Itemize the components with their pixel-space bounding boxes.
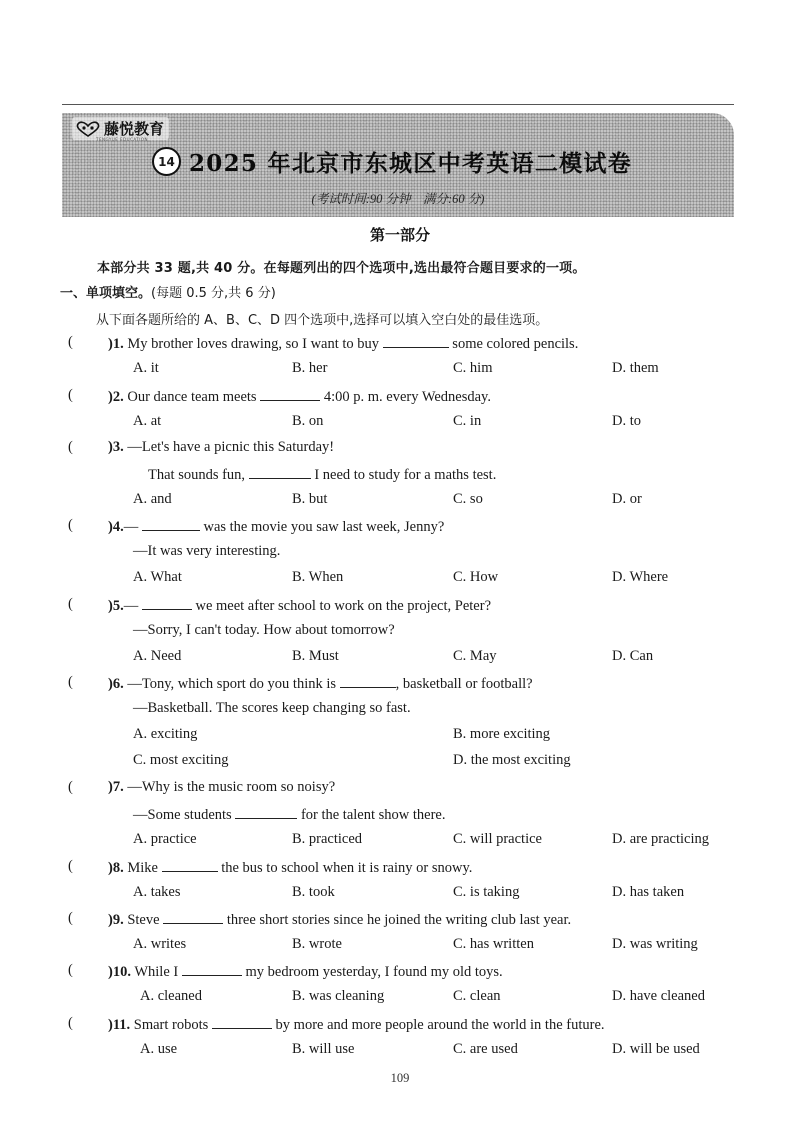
- answer-blank: [249, 465, 311, 479]
- answer-blank: [340, 674, 396, 688]
- option-b[interactable]: B. her: [292, 360, 328, 376]
- top-rule: [62, 104, 734, 105]
- part-title: 第一部分: [369, 226, 430, 244]
- answer-blank: [163, 910, 223, 924]
- question-number: )1.: [108, 336, 124, 352]
- option-c[interactable]: C. clean: [453, 988, 501, 1004]
- question-5: )5.— we meet after school to work on the project, Peter?: [108, 598, 491, 614]
- option-a[interactable]: A. use: [140, 1041, 178, 1057]
- section-scoring: (每题 0.5 分,共 6 分): [151, 286, 276, 301]
- answer-blank: [142, 517, 200, 531]
- option-b[interactable]: B. but: [292, 491, 328, 507]
- question-7: )7. —Why is the music room so noisy?: [108, 779, 336, 795]
- question-number: )3.: [108, 439, 124, 455]
- option-d[interactable]: D. are practicing: [612, 831, 710, 847]
- answer-paren[interactable]: (: [68, 779, 73, 795]
- option-c[interactable]: C. has written: [453, 936, 534, 952]
- option-a[interactable]: A. practice: [133, 831, 197, 847]
- option-a[interactable]: A. at: [133, 413, 162, 429]
- option-d[interactable]: D. has taken: [612, 884, 685, 900]
- option-b[interactable]: B. Must: [292, 648, 339, 664]
- option-d[interactable]: D. will be used: [612, 1041, 700, 1057]
- option-a[interactable]: A. writes: [133, 936, 187, 952]
- option-a[interactable]: A. cleaned: [140, 988, 202, 1004]
- exam-info: (考试时间:90 分钟 满分:60 分): [311, 192, 485, 206]
- option-b[interactable]: B. took: [292, 884, 335, 900]
- option-c[interactable]: C. most exciting: [133, 752, 229, 768]
- answer-blank: [182, 962, 242, 976]
- question-number: )8.: [108, 860, 124, 876]
- answer-paren[interactable]: (: [68, 334, 73, 350]
- question-number: )6.: [108, 676, 124, 692]
- option-c[interactable]: C. so: [453, 491, 483, 507]
- option-d[interactable]: D. Can: [612, 648, 654, 664]
- question-3: )3. —Let's have a picnic this Saturday!: [108, 439, 335, 455]
- question-9: )9. Steve three short stories since he joined the writing club last year.: [108, 912, 572, 928]
- answer-paren[interactable]: (: [68, 962, 73, 978]
- answer-paren[interactable]: (: [68, 910, 73, 926]
- answer-paren[interactable]: (: [68, 439, 73, 455]
- option-c[interactable]: C. will practice: [453, 831, 542, 847]
- question-11: )11. Smart robots by more and more people around the world in the future.: [108, 1017, 605, 1033]
- section-instruction: 从下面各题所给的 A、B、C、D 四个选项中,选择可以填入空白处的最佳选项。: [96, 313, 549, 328]
- option-b[interactable]: B. was cleaning: [292, 988, 385, 1004]
- question-1: )1. My brother loves drawing, so I want to buy some colored pencils.: [108, 336, 579, 352]
- answer-blank: [383, 334, 449, 348]
- option-d[interactable]: D. Where: [612, 569, 669, 585]
- option-c[interactable]: C. in: [453, 413, 482, 429]
- brand-name: 藤悦教育: [104, 120, 165, 138]
- section-heading: [60, 282, 276, 301]
- question-number: )5.: [108, 598, 124, 614]
- option-b[interactable]: B. will use: [292, 1041, 355, 1057]
- option-a[interactable]: A. it: [133, 360, 159, 376]
- question-4-reply: —It was very interesting.: [133, 543, 281, 559]
- option-a[interactable]: A. What: [133, 569, 182, 585]
- question-number: )2.: [108, 389, 124, 405]
- option-c[interactable]: C. are used: [453, 1041, 518, 1057]
- question-6-reply: —Basketball. The scores keep changing so fast.: [133, 700, 411, 716]
- answer-blank: [162, 858, 218, 872]
- question-2: )2. Our dance team meets 4:00 p. m. every Wednesday.: [108, 389, 491, 405]
- option-c[interactable]: C. is taking: [453, 884, 520, 900]
- option-a[interactable]: A. and: [133, 491, 172, 507]
- option-b[interactable]: B. practiced: [292, 831, 363, 847]
- paper-number-badge: 14: [152, 147, 181, 176]
- option-a[interactable]: A. Need: [133, 648, 182, 664]
- question-6: )6. —Tony, which sport do you think is , basketball or football?: [108, 676, 533, 692]
- option-b[interactable]: B. on: [292, 413, 324, 429]
- question-7-line-2: —Some students for the talent show there.: [133, 807, 446, 823]
- answer-paren[interactable]: (: [68, 858, 73, 874]
- question-3-line-2: That sounds fun, I need to study for a maths test.: [148, 467, 497, 483]
- option-b[interactable]: B. more exciting: [453, 726, 551, 742]
- option-c[interactable]: C. May: [453, 648, 497, 664]
- question-number: )4.: [108, 519, 124, 535]
- answer-blank: [235, 805, 297, 819]
- answer-blank: [260, 387, 320, 401]
- answer-paren[interactable]: (: [68, 1015, 73, 1031]
- answer-blank: [142, 596, 192, 610]
- brand-logo-icon: [75, 121, 101, 137]
- option-d[interactable]: D. the most exciting: [453, 752, 571, 768]
- question-5-reply: —Sorry, I can't today. How about tomorrow?: [133, 622, 395, 638]
- option-b[interactable]: B. When: [292, 569, 344, 585]
- section-title: 一、单项填空。: [60, 286, 152, 301]
- answer-blank: [212, 1015, 272, 1029]
- option-d[interactable]: D. was writing: [612, 936, 698, 952]
- question-number: )9.: [108, 912, 124, 928]
- answer-paren[interactable]: (: [68, 674, 73, 690]
- question-4: )4.— was the movie you saw last week, Jenny?: [108, 519, 445, 535]
- page-number: 109: [390, 1071, 410, 1085]
- brand-subtitle: TENGYUE EDUCATION: [96, 137, 149, 142]
- option-c[interactable]: C. him: [453, 360, 493, 376]
- part-intro: 本部分共 33 题,共 40 分。在每题列出的四个选项中,选出最符合题目要求的一项。: [97, 261, 586, 276]
- answer-paren[interactable]: (: [68, 517, 73, 533]
- option-a[interactable]: A. takes: [133, 884, 181, 900]
- option-d[interactable]: D. them: [612, 360, 659, 376]
- answer-paren[interactable]: (: [68, 596, 73, 612]
- answer-paren[interactable]: (: [68, 387, 73, 403]
- option-b[interactable]: B. wrote: [292, 936, 342, 952]
- question-number: )11.: [108, 1017, 131, 1033]
- question-number: )10.: [108, 964, 131, 980]
- question-8: )8. Mike the bus to school when it is rainy or snowy.: [108, 860, 473, 876]
- option-c[interactable]: C. How: [453, 569, 499, 585]
- option-d[interactable]: D. to: [612, 413, 641, 429]
- option-d[interactable]: D. or: [612, 491, 642, 507]
- paper-title: 2025 年北京市东城区中考英语二模试卷: [189, 150, 633, 177]
- option-a[interactable]: A. exciting: [133, 726, 198, 742]
- question-number: )7.: [108, 779, 124, 795]
- title-row: [152, 145, 632, 178]
- option-d[interactable]: D. have cleaned: [612, 988, 705, 1004]
- question-10: )10. While I my bedroom yesterday, I found my old toys.: [108, 964, 503, 980]
- title-banner: [62, 113, 734, 217]
